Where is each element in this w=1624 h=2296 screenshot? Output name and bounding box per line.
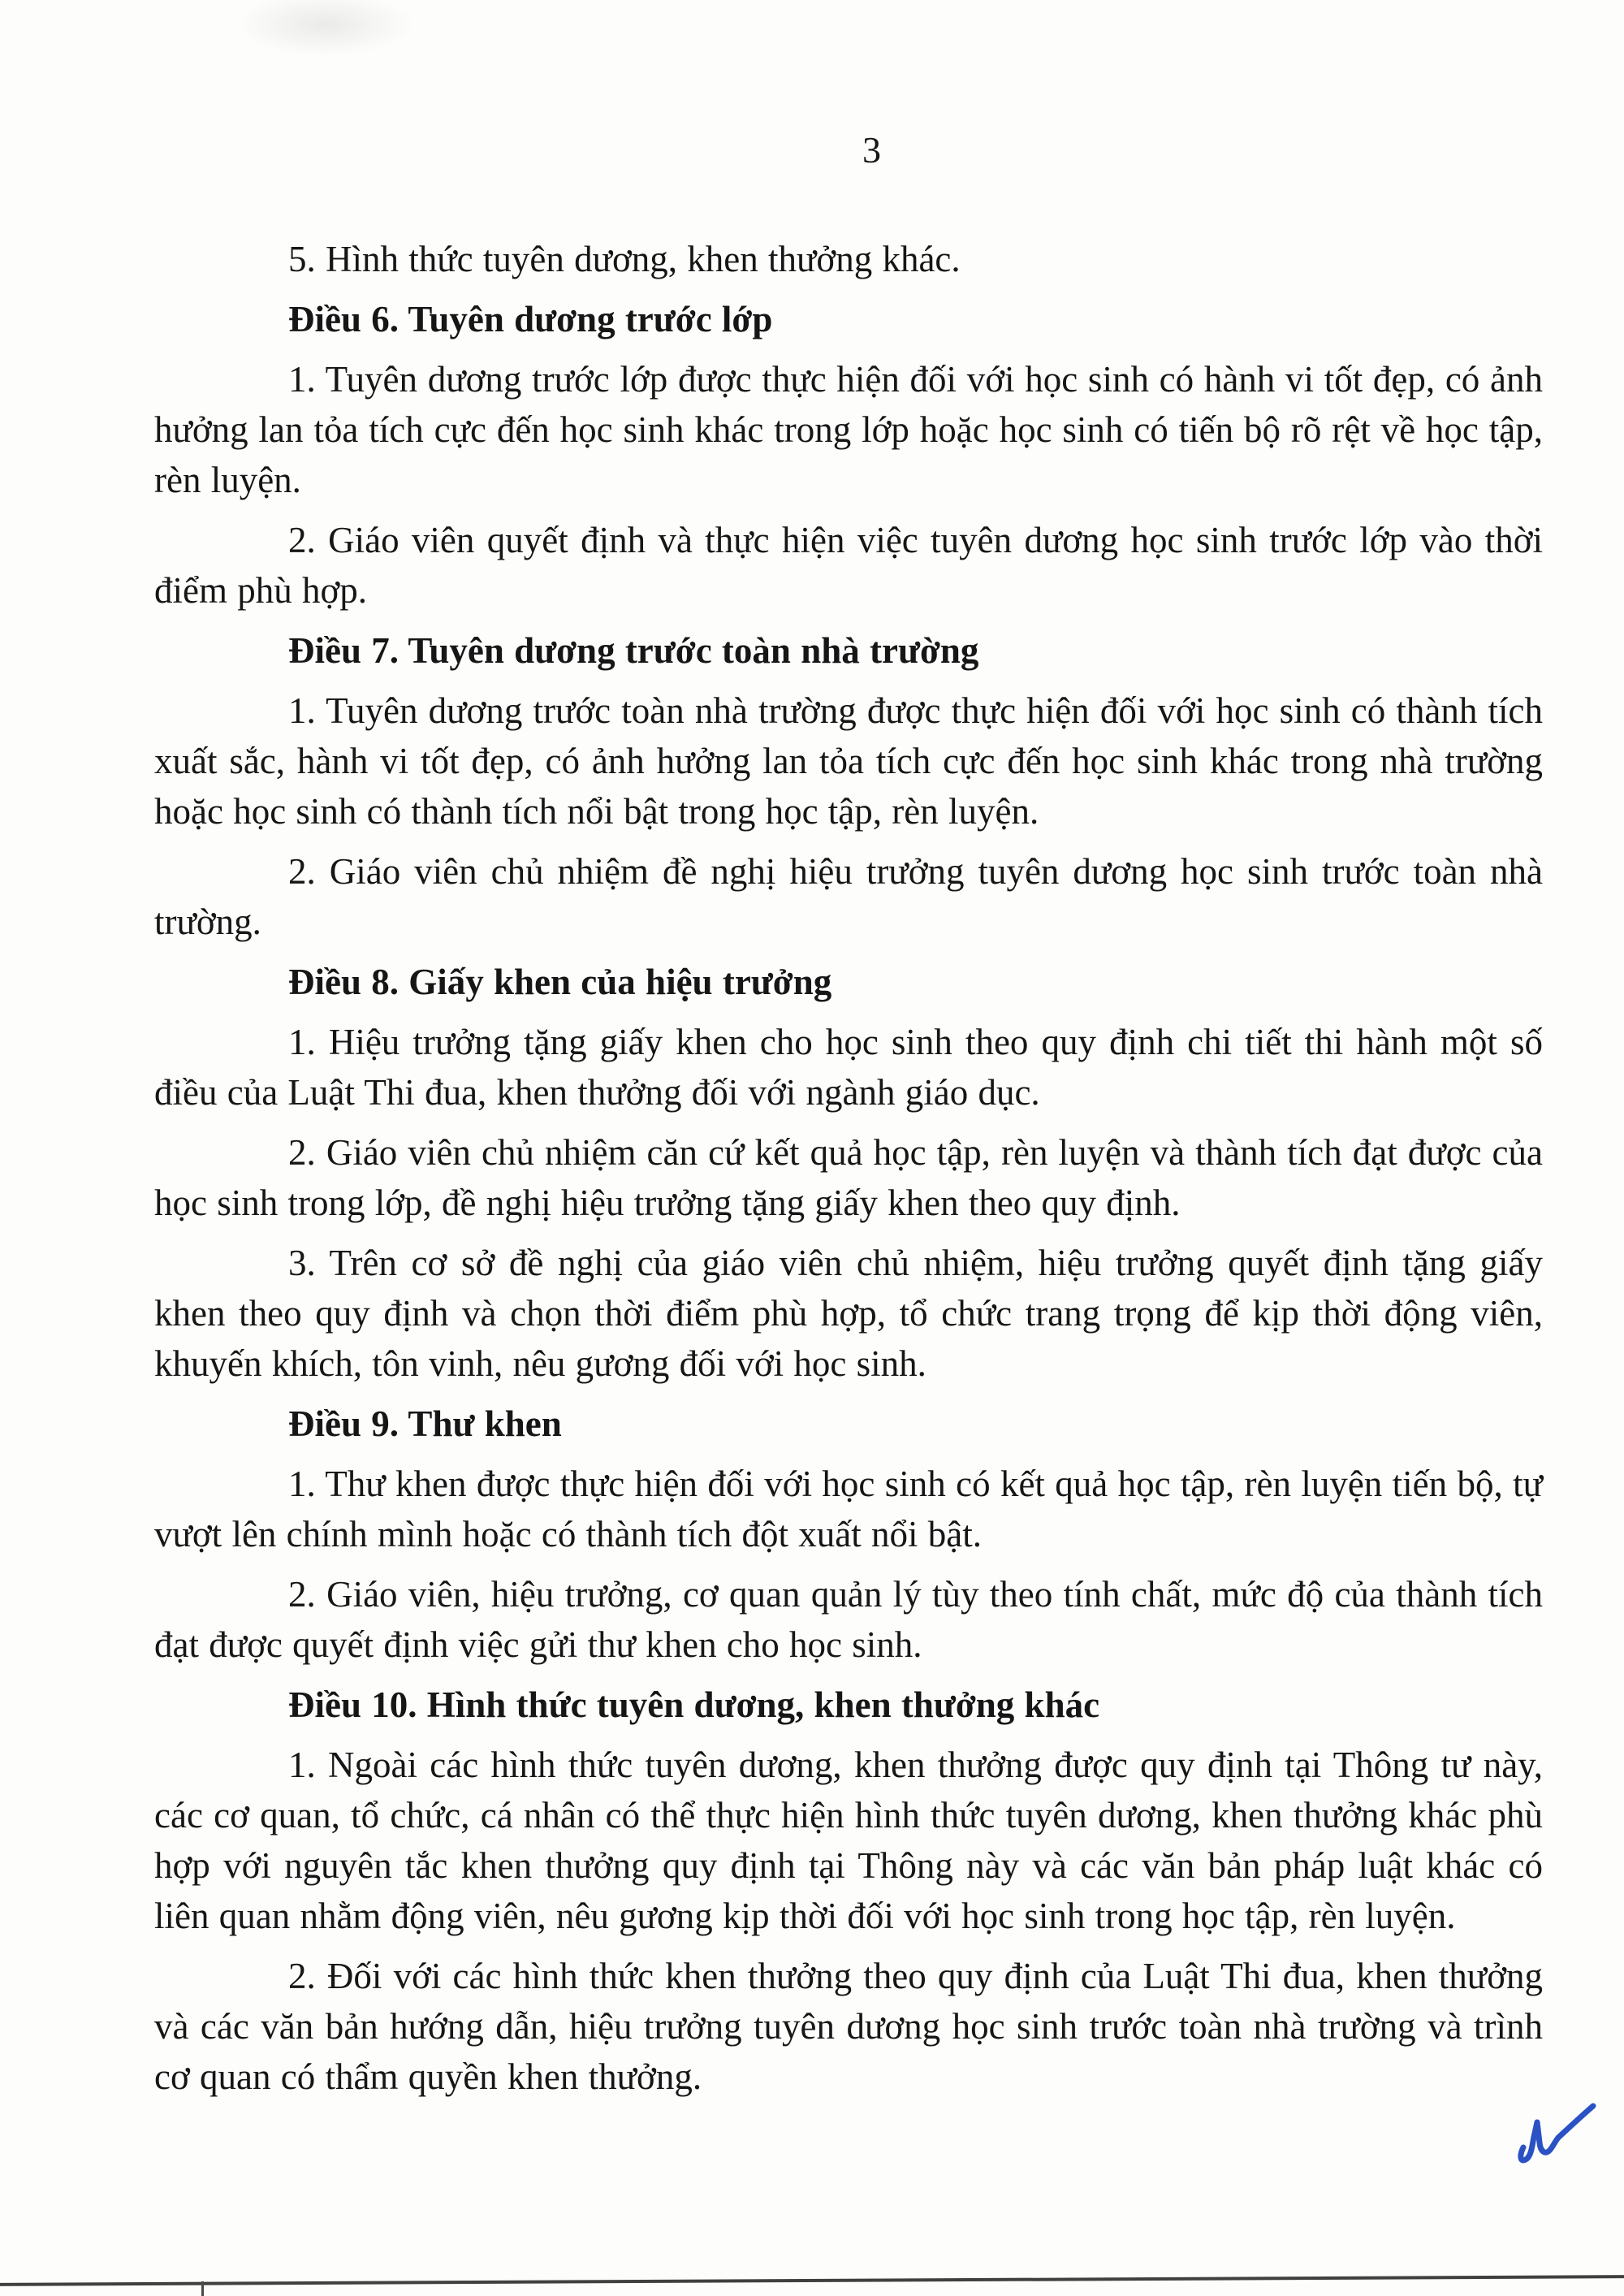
heading-dieu-9: Điều 9. Thư khen [288,1403,562,1444]
paragraph-dieu8-2: 2. Giáo viên chủ nhiệm căn cứ kết quả học tập, rèn luyện và thành tích đạt được của học sinh trong lớp, đề nghị hiệu trưởng tặng giấy khen theo quy định. [154,1132,1543,1223]
paragraph-dieu9-2: 2. Giáo viên, hiệu trưởng, cơ quan quản lý tùy theo tính chất, mức độ của thành tích đạt được quyết định việc gửi thư khen cho học sinh. [154,1574,1543,1665]
heading-dieu-10: Điều 10. Hình thức tuyên dương, khen thưởng khác [288,1684,1100,1725]
signature-ink-mark [1512,2100,1603,2172]
paragraph-dieu6-2: 2. Giáo viên quyết định và thực hiện việc tuyên dương học sinh trước lớp vào thời điểm phù hợp. [154,520,1543,611]
paragraph-dieu7-1: 1. Tuyên dương trước toàn nhà trường được thực hiện đối với học sinh có thành tích xuất sắc, hành vi tốt đẹp, có ảnh hưởng lan tỏa tích cực đến học sinh khác trong nhà trường hoặc học sinh có thành tích nổi bật trong học tập, rèn luyện. [154,690,1543,832]
paragraph-dieu8-1: 1. Hiệu trưởng tặng giấy khen cho học sinh theo quy định chi tiết thi hành một số điều của Luật Thi đua, khen thưởng đối với ngành giáo dục. [154,1022,1543,1113]
page-number: 3 [862,129,881,171]
paragraph-dieu10-1: 1. Ngoài các hình thức tuyên dương, khen thưởng được quy định tại Thông tư này, các cơ quan, tổ chức, cá nhân có thể thực hiện hình thức tuyên dương, khen thưởng khác phù hợp với nguyên tắc khen thưởng quy định tại Thông này và các văn bản pháp luật khác có liên quan nhằm động viên, nêu gương kịp thời đối với học sinh trong học tập, rèn luyện. [154,1745,1543,1936]
paragraph-dieu7-2: 2. Giáo viên chủ nhiệm đề nghị hiệu trưởng tuyên dương học sinh trước toàn nhà trường. [154,851,1543,942]
heading-dieu-8: Điều 8. Giấy khen của hiệu trưởng [288,962,832,1002]
scan-noise-smudge [235,0,414,57]
heading-dieu-6: Điều 6. Tuyên dương trước lớp [288,299,773,339]
paragraph-dieu9-1: 1. Thư khen được thực hiện đối với học sinh có kết quả học tập, rèn luyện tiến bộ, tự vượt lên chính mình hoặc có thành tích đột xuất nổi bật. [154,1464,1543,1554]
paragraph-dieu8-3: 3. Trên cơ sở đề nghị của giáo viên chủ nhiệm, hiệu trưởng quyết định tặng giấy khen theo quy định và chọn thời điểm phù hợp, tổ chức trang trọng để kịp thời động viên, khuyến khích, tôn vinh, nêu gương đối với học sinh. [154,1243,1543,1384]
page-bottom-scan-tick [201,2281,204,2296]
document-body [154,234,1543,2112]
heading-dieu-7: Điều 7. Tuyên dương trước toàn nhà trường [288,630,979,671]
paragraph-5-khac: 5. Hình thức tuyên dương, khen thưởng khác. [288,239,961,279]
paragraph-dieu6-1: 1. Tuyên dương trước lớp được thực hiện đối với học sinh có hành vi tốt đẹp, có ảnh hưởng lan tỏa tích cực đến học sinh khác trong lớp hoặc học sinh có tiến bộ rõ rệt về học tập, rèn luyện. [154,359,1543,500]
paragraph-dieu10-2: 2. Đối với các hình thức khen thưởng theo quy định của Luật Thi đua, khen thưởng và các văn bản hướng dẫn, hiệu trưởng tuyên dương học sinh trước toàn nhà trường và trình cơ quan có thẩm quyền khen thưởng. [154,1956,1543,2097]
page-bottom-scan-edge [0,2275,1624,2286]
